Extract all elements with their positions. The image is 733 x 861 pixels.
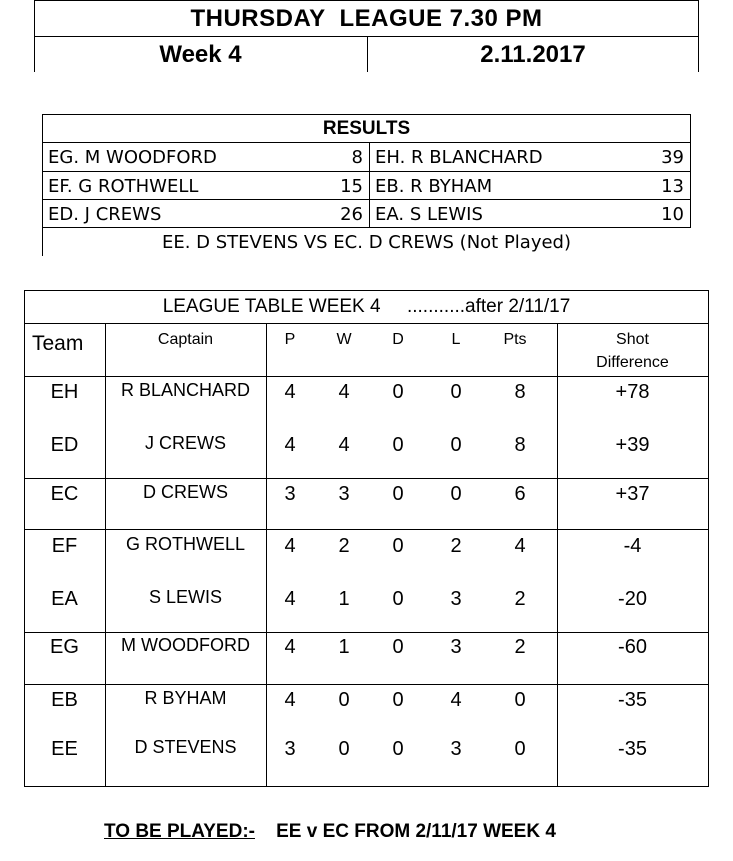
cell-won: 1 <box>338 636 350 658</box>
result-away-team: EB. R BYHAM <box>375 175 493 197</box>
cell-lost: 0 <box>450 483 462 505</box>
cell-won: 4 <box>338 381 350 403</box>
result-home-team: ED. J CREWS <box>48 203 162 225</box>
table-border-right <box>708 290 709 787</box>
not-played-note: EE. D STEVENS VS EC. D CREWS (Not Played) <box>161 231 572 253</box>
table-title-line <box>24 323 709 324</box>
cell-points: 4 <box>514 535 526 557</box>
cell-lost: 3 <box>450 588 462 610</box>
to-be-played-label: TO BE PLAYED:- <box>104 821 255 842</box>
cell-captain: R BYHAM <box>144 688 227 708</box>
league-table <box>24 290 709 787</box>
result-away-team: EA. S LEWIS <box>375 203 483 225</box>
date-label: 2.11.2017 <box>480 41 586 68</box>
cell-drawn: 0 <box>392 434 404 456</box>
cell-won: 0 <box>338 689 350 711</box>
cell-drawn: 0 <box>392 636 404 658</box>
cell-team: EB <box>51 689 78 711</box>
cell-shot-difference: -4 <box>623 535 642 557</box>
cell-captain: D STEVENS <box>134 737 237 757</box>
cell-won: 2 <box>338 535 350 557</box>
cell-played: 4 <box>284 434 296 456</box>
cell-shot-difference: -35 <box>618 738 647 760</box>
cell-points: 2 <box>514 588 526 610</box>
cell-lost: 3 <box>450 636 462 658</box>
cell-lost: 2 <box>450 535 462 557</box>
cell-lost: 3 <box>450 738 462 760</box>
cell-won: 0 <box>338 738 350 760</box>
results-box <box>42 114 691 256</box>
cell-team: EH <box>50 381 79 403</box>
cell-captain: J CREWS <box>145 433 226 453</box>
cell-played: 3 <box>284 483 296 505</box>
cell-points: 2 <box>514 636 526 658</box>
header-points: Pts <box>503 331 527 348</box>
cell-played: 4 <box>284 588 296 610</box>
cell-lost: 0 <box>450 434 462 456</box>
result-home-team: EG. M WOODFORD <box>48 146 217 168</box>
cell-points: 0 <box>514 738 526 760</box>
header-shot-diff-line1: Shot <box>616 331 649 348</box>
cell-played: 4 <box>284 535 296 557</box>
cell-played: 4 <box>284 689 296 711</box>
cell-team: EE <box>51 738 78 760</box>
cell-points: 6 <box>514 483 526 505</box>
cell-played: 4 <box>284 381 296 403</box>
cell-shot-difference: -35 <box>618 689 647 711</box>
cell-shot-difference: +37 <box>615 483 650 505</box>
cell-drawn: 0 <box>392 738 404 760</box>
result-away-score: 13 <box>661 175 684 197</box>
cell-won: 3 <box>338 483 350 505</box>
cell-drawn: 0 <box>392 535 404 557</box>
cell-won: 4 <box>338 434 350 456</box>
league-title: THURSDAY LEAGUE 7.30 PM <box>190 5 543 32</box>
cell-shot-difference: +39 <box>615 434 650 456</box>
result-away-score: 10 <box>661 203 684 225</box>
cell-captain: M WOODFORD <box>121 635 250 655</box>
cell-team: EA <box>51 588 78 610</box>
header-captain: Captain <box>157 331 214 348</box>
cell-points: 8 <box>514 381 526 403</box>
cell-points: 8 <box>514 434 526 456</box>
cell-played: 4 <box>284 636 296 658</box>
cell-lost: 4 <box>450 689 462 711</box>
result-home-score: 15 <box>340 175 363 197</box>
cell-team: EG <box>50 636 79 658</box>
result-home-team: EF. G ROTHWELL <box>48 175 199 197</box>
table-border-bottom <box>24 786 709 787</box>
cell-captain: S LEWIS <box>148 587 223 607</box>
cell-drawn: 0 <box>392 689 404 711</box>
cell-team: EF <box>51 535 78 557</box>
cell-captain: R BLANCHARD <box>120 380 251 400</box>
cell-points: 0 <box>514 689 526 711</box>
header-box <box>34 0 699 72</box>
cell-played: 3 <box>284 738 296 760</box>
cell-team: ED <box>50 434 79 456</box>
result-home-score: 26 <box>340 203 363 225</box>
result-home-score: 8 <box>351 146 363 168</box>
cell-shot-difference: +78 <box>615 381 650 403</box>
header-won: W <box>336 331 352 348</box>
header-lost: L <box>451 331 461 348</box>
result-away-team: EH. R BLANCHARD <box>375 146 543 168</box>
cell-shot-difference: -20 <box>618 588 647 610</box>
result-away-score: 39 <box>661 146 684 168</box>
header-shot-diff-line2: Difference <box>596 354 669 371</box>
cell-drawn: 0 <box>392 483 404 505</box>
cell-drawn: 0 <box>392 381 404 403</box>
header-played: P <box>284 331 296 348</box>
cell-team: EC <box>50 483 79 505</box>
header-border-top <box>34 0 699 1</box>
cell-won: 1 <box>338 588 350 610</box>
cell-drawn: 0 <box>392 588 404 610</box>
to-be-played-note <box>104 818 556 846</box>
league-table-title: LEAGUE TABLE WEEK 4 ...........after 2/11/17 <box>162 296 571 317</box>
to-be-played-text: EE v EC FROM 2/11/17 WEEK 4 <box>254 821 556 842</box>
cell-shot-difference: -60 <box>618 636 647 658</box>
week-label: Week 4 <box>159 41 242 68</box>
cell-lost: 0 <box>450 381 462 403</box>
header-drawn: D <box>392 331 404 348</box>
header-team: Team <box>32 332 84 355</box>
cell-captain: D CREWS <box>143 482 228 502</box>
cell-captain: G ROTHWELL <box>125 534 245 554</box>
results-title: RESULTS <box>322 117 411 139</box>
